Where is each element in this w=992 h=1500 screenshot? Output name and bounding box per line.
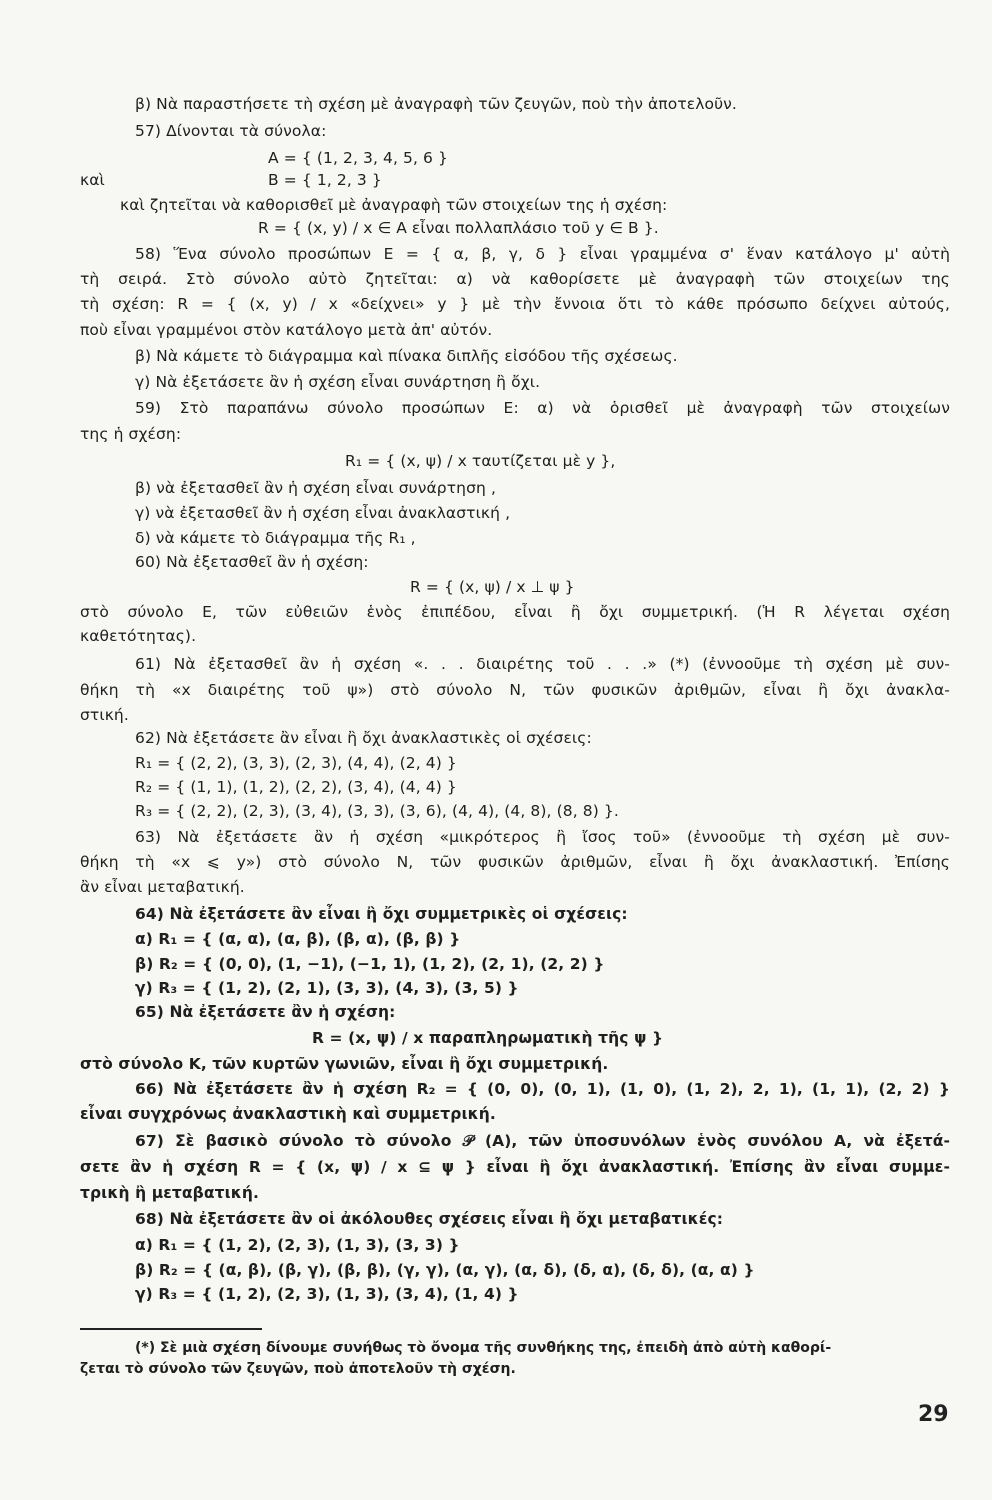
text-line: γ) νὰ ἐξετασθεῖ ἂν ἡ σχέση εἶναι ἀνακλαστική , [135,504,511,522]
relation-r3: R₃ = { (2, 2), (2, 3), (3, 4), (3, 3), (3, 6), (4, 4), (4, 8), (8, 8) }. [135,802,619,820]
exercise-62-heading: 62) Νὰ ἐξετάσετε ἂν εἶναι ἢ ὄχι ἀνακλαστικὲς οἱ σχέσεις: [135,729,592,747]
text-line: β) νὰ ἐξετασθεῖ ἂν ἡ σχέση εἶναι συνάρτηση , [135,479,496,497]
exercise-68-heading: 68) Νὰ ἐξετάσετε ἂν οἱ ἀκόλουθες σχέσεις εἶναι ἢ ὄχι μεταβατικές: [135,1210,724,1228]
exercise-64-heading: 64) Νὰ ἐξετάσετε ἂν εἶναι ἢ ὄχι συμμετρικὲς οἱ σχέσεις: [135,905,628,923]
exercise-65-heading: 65) Νὰ ἐξετάσετε ἂν ἡ σχέση: [135,1003,396,1021]
exercise-63-heading: 63) Νὰ ἐξετάσετε ἂν ἡ σχέση «μικρότερος ἢ ἴσος τοῦ» (ἐννοοῦμε τὴ σχέση μὲ συν- [135,828,950,846]
footnote-line: (*) Σὲ μιὰ σχέση δίνουμε συνήθως τὸ ὄνομα τῆς συνθήκης της, ἐπειδὴ ἀπὸ αὐτὴ καθορί- [135,1340,832,1356]
relation-r3: γ) R₃ = { (1, 2), (2, 1), (3, 3), (4, 3), (3, 5) } [135,979,519,997]
page-number: 29 [918,1402,949,1427]
set-a-definition: A = { (1, 2, 3, 4, 5, 6 } [268,149,449,167]
text-line: γ) Νὰ ἐξετάσετε ἂν ἡ σχέση εἶναι συνάρτηση ἢ ὄχι. [135,373,541,391]
set-b-definition: B = { 1, 2, 3 } [268,171,382,189]
footnote-line: ζεται τὸ σύνολο τῶν ζευγῶν, ποὺ ἀποτελοῦν τὴ σχέση. [80,1361,516,1377]
exercise-58-heading: 58) Ἕνα σύνολο προσώπων E = { α, β, γ, δ } εἶναι γραμμένα σ' ἕναν κατάλογο μ' αὐτὴ [135,245,950,263]
footnote-divider [80,1328,262,1330]
text-line: τὴ σχέση: R = { (x, y) / x «δείχνει» y } μὲ τὴν ἔννοια ὅτι τὸ κάθε πρόσωπο δείχνει αὐτούς, [80,295,950,313]
exercise-59-heading: 59) Στὸ παραπάνω σύνολο προσώπων E: α) νὰ ὁρισθεῖ μὲ ἀναγραφὴ τῶν στοιχείων [135,399,950,417]
text-line: στική. [80,706,129,724]
text-line: ποὺ εἶναι γραμμένοι στὸν κατάλογο μετὰ ἀπ' αὐτόν. [80,321,493,339]
relation-r2: β) R₂ = { (α, β), (β, γ), (β, β), (γ, γ), (α, γ), (α, δ), (δ, α), (δ, δ), (α, α) } [135,1261,755,1279]
relation-r1: α) R₁ = { (α, α), (α, β), (β, α), (β, β) } [135,930,461,948]
relation-definition: R = { (x, ψ) / x ⊥ ψ } [410,578,575,596]
text-line: σετε ἂν ἡ σχέση R = { (x, ψ) / x ⊆ ψ } εἶναι ἢ ὄχι ἀνακλαστική. Ἐπίσης ἂν εἶναι συμμε- [80,1158,950,1176]
text-line: στὸ σύνολο E, τῶν εὐθειῶν ἑνὸς ἐπιπέδου, εἶναι ἢ ὄχι συμμετρική. (Ἡ R λέγεται σχέση [80,603,950,621]
text-line: ἂν εἶναι μεταβατική. [80,878,245,896]
relation-definition: R = (x, ψ) / x παραπληρωματικὴ τῆς ψ } [312,1029,664,1047]
relation-r3: γ) R₃ = { (1, 2), (2, 3), (1, 3), (3, 4), (1, 4) } [135,1285,519,1303]
text-line: θήκη τὴ «x ⩽ y») στὸ σύνολο N, τῶν φυσικῶν ἀριθμῶν, εἶναι ἢ ὄχι ἀνακλαστική. Ἐπίσης [80,853,950,871]
text-line: θήκη τὴ «x διαιρέτης τοῦ ψ») στὸ σύνολο N, τῶν φυσικῶν ἀριθμῶν, εἶναι ἢ ὄχι ἀνακλα- [80,681,950,699]
text-line: τρικὴ ἢ μεταβατική. [80,1184,259,1202]
relation-r1: R₁ = { (2, 2), (3, 3), (2, 3), (4, 4), (2, 4) } [135,754,457,772]
text-line: β) Νὰ κάμετε τὸ διάγραμμα καὶ πίνακα διπλῆς εἰσόδου τῆς σχέσεως. [135,347,678,365]
text-line: στὸ σύνολο K, τῶν κυρτῶν γωνιῶν, εἶναι ἢ ὄχι συμμετρική. [80,1055,609,1073]
exercise-60-heading: 60) Νὰ ἐξετασθεῖ ἂν ἡ σχέση: [135,553,369,571]
exercise-67-heading: 67) Σὲ βασικὸ σύνολο τὸ σύνολο 𝒫 (A), τῶν ὑποσυνόλων ἑνὸς συνόλου A, νὰ ἐξετά- [135,1132,950,1150]
text-line: της ἡ σχέση: [80,425,182,443]
exercise-61-heading: 61) Νὰ ἐξετασθεῖ ἂν ἡ σχέση «. . . διαιρέτης τοῦ . . .» (*) (ἐννοοῦμε τὴ σχέση μὲ συν- [135,655,950,673]
relation-r2: R₂ = { (1, 1), (1, 2), (2, 2), (3, 4), (4, 4) } [135,778,457,796]
text-line: καθετότητας). [80,627,197,645]
text-line: δ) νὰ κάμετε τὸ διάγραμμα τῆς R₁ , [135,529,416,547]
relation-definition: R₁ = { (x, ψ) / x ταυτίζεται μὲ y }, [345,452,616,470]
text-line: καὶ ζητεῖται νὰ καθορισθεῖ μὲ ἀναγραφὴ τῶν στοιχείων της ἡ σχέση: [120,196,668,214]
exercise-66-heading: 66) Νὰ ἐξετάσετε ἂν ἡ σχέση R₂ = { (0, 0), (0, 1), (1, 0), (1, 2), 2, 1), (1, 1), (2, 2) } [135,1080,950,1098]
text-line: τὴ σειρά. Στὸ σύνολο αὐτὸ ζητεῖται: α) νὰ καθορίσετε μὲ ἀναγραφὴ τῶν στοιχείων της [80,270,950,288]
exercise-57-heading: 57) Δίνονται τὰ σύνολα: [135,122,327,140]
relation-r1: α) R₁ = { (1, 2), (2, 3), (1, 3), (3, 3) } [135,1236,460,1254]
relation-r2: β) R₂ = { (0, 0), (1, −1), (−1, 1), (1, 2), (2, 1), (2, 2) } [135,955,605,973]
text-line: καὶ [80,171,105,189]
relation-definition: R = { (x, y) / x ∈ A εἶναι πολλαπλάσιο τοῦ y ∈ B }. [258,219,659,237]
text-line: β) Νὰ παραστήσετε τὴ σχέση μὲ ἀναγραφὴ τῶν ζευγῶν, ποὺ τὴν ἀποτελοῦν. [135,95,737,113]
text-line: εἶναι συγχρόνως ἀνακλαστικὴ καὶ συμμετρική. [80,1105,496,1123]
